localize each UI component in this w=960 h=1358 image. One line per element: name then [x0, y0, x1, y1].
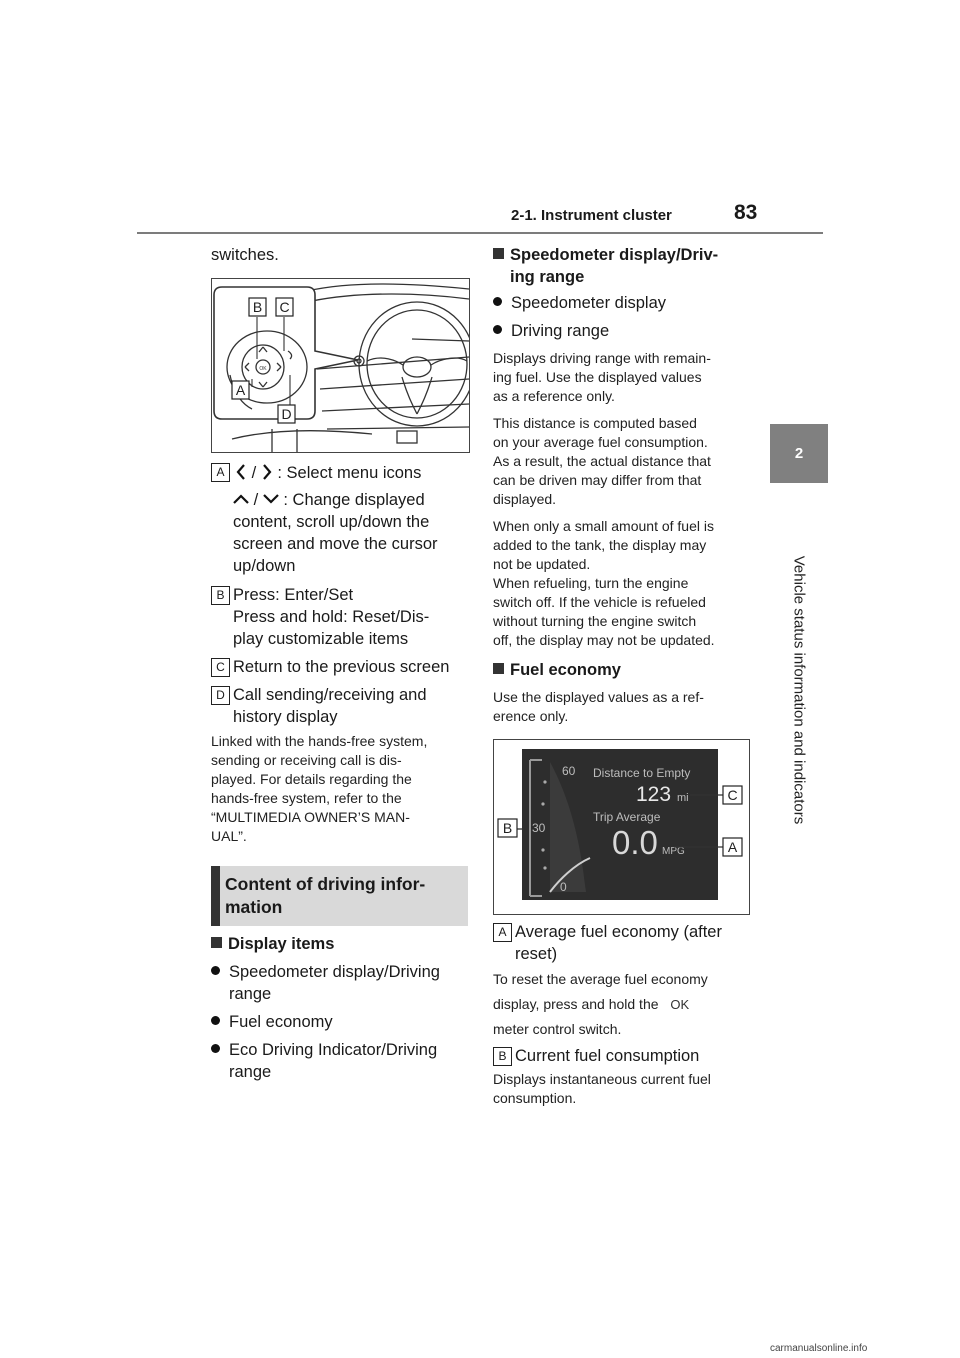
callout-a: A	[235, 382, 246, 398]
chapter-number: 2	[794, 445, 804, 462]
heading-text: Content of driving infor- mation	[225, 874, 426, 917]
chevron-right-icon	[261, 464, 273, 480]
note-line: “MULTIMEDIA OWNER’S MAN-	[211, 809, 410, 825]
note-line: sending or receiving call is dis-	[211, 752, 402, 768]
callout-b: B	[502, 820, 513, 836]
label-box-b: B	[493, 1047, 512, 1066]
label-box-a: A	[493, 923, 512, 942]
page-number: 83	[734, 201, 758, 224]
steering-switch-illustration	[212, 279, 469, 452]
gauge-mid-label: 30	[532, 821, 546, 835]
item-b-line2: Press and hold: Reset/Dis-	[233, 608, 430, 626]
fuel-economy-para: Use the displayed values as a ref- erence only.	[493, 689, 704, 724]
note-line: hands-free system, refer to the	[211, 790, 402, 806]
bullet-item: Fuel economy	[211, 1011, 333, 1033]
driving-range-para2: This distance is computed based on your average fuel consumption. As a result, the actual distance that can be driven may differ from that displayed.	[493, 415, 711, 507]
chapter-tab[interactable]	[770, 424, 828, 483]
item-a-line2-sep: /	[253, 491, 259, 509]
note-line: UAL”.	[211, 828, 247, 844]
item-a-line1: : Select menu icons	[277, 464, 422, 482]
gauge-max-label: 60	[562, 764, 576, 778]
chevron-up-icon	[233, 493, 249, 505]
square-bullet-icon	[493, 663, 504, 674]
chevron-left-icon	[235, 464, 247, 480]
item-b-line1: Press: Enter/Set	[233, 586, 354, 604]
bullet-driving-range: Driving range	[493, 320, 609, 342]
bullet-dot-icon	[211, 966, 220, 975]
ok-switch-label: OK	[670, 997, 690, 1012]
bullet-dot-icon	[493, 325, 502, 334]
distance-value: 123	[636, 783, 672, 806]
item-a-cont1: content, scroll up/down the	[233, 513, 430, 531]
content-heading	[211, 866, 468, 926]
item-a-line1: Average fuel economy (after	[515, 923, 722, 941]
distance-unit: mi	[677, 792, 689, 804]
speedometer-title: Speedometer display/Driv- ing range	[493, 244, 718, 288]
item-b-line1: Current fuel consumption	[515, 1047, 700, 1065]
item-d-line1: Call sending/receiving and	[233, 686, 427, 704]
callout-a: A	[727, 839, 738, 855]
driving-range-para3: When only a small amount of fuel is added to the tank, the display may not be updated. When refueling, turn the engine switch off. If the vehicle is refueled without turning the engine switch off, the display may not be updated.	[493, 518, 715, 648]
square-bullet-icon	[493, 248, 504, 259]
callout-c: C	[279, 299, 290, 315]
driving-range-para1: Displays driving range with remain- ing fuel. Use the displayed values as a reference only.	[493, 350, 711, 404]
gauge-min-label: 0	[560, 880, 567, 894]
item-a-cont2: screen and move the cursor	[233, 535, 438, 553]
section-title: 2-1. Instrument cluster	[511, 207, 672, 224]
item-c-line1: Return to the previous screen	[233, 658, 450, 676]
chevron-down-icon	[263, 493, 279, 505]
callout-d: D	[281, 406, 292, 422]
trip-average-unit: MPG	[662, 846, 685, 857]
fuel-economy-title: Fuel economy	[493, 659, 621, 681]
trip-average-label: Trip Average	[593, 810, 661, 824]
heading-bar	[211, 866, 220, 926]
item-a-line2: reset)	[515, 945, 558, 963]
intro-text: switches.	[211, 246, 279, 264]
item-b-line3: play customizable items	[233, 630, 409, 648]
trip-average-value: 0.0	[612, 824, 658, 861]
hands-free-note	[211, 732, 427, 846]
chapter-label: Vehicle status information and indicators	[790, 555, 808, 825]
bullet-dot-icon	[493, 297, 502, 306]
label-box-c: C	[211, 658, 230, 677]
bullet-speedometer: Speedometer display	[493, 292, 666, 314]
note-line: Linked with the hands-free system,	[211, 733, 428, 749]
display-items-title: Display items	[211, 933, 334, 955]
square-bullet-icon	[211, 937, 222, 948]
label-box-a: A	[211, 463, 230, 482]
fuel-economy-figure	[493, 739, 750, 915]
item-a-sep: /	[251, 464, 257, 482]
callout-c: C	[727, 787, 738, 803]
bullet-dot-icon	[211, 1016, 220, 1025]
bullet-item: Eco Driving Indicator/Driving range	[211, 1039, 437, 1083]
item-d-line2: history display	[233, 708, 338, 726]
bullet-item: Speedometer display/Driving range	[211, 961, 440, 1005]
steering-switch-figure	[211, 278, 470, 453]
current-fuel-para: Displays instantaneous current fuel consumption.	[493, 1071, 711, 1106]
reset-instructions: To reset the average fuel economy display, press and hold the OK meter control switch.	[493, 971, 708, 1037]
ok-button-label: OK	[259, 366, 267, 372]
distance-to-empty-label: Distance to Empty	[593, 766, 691, 780]
label-box-b: B	[211, 586, 230, 605]
item-a-cont3: up/down	[233, 557, 296, 575]
bullet-dot-icon	[211, 1044, 220, 1053]
note-line: played. For details regarding the	[211, 771, 412, 787]
callout-b: B	[252, 299, 263, 315]
label-box-d: D	[211, 686, 230, 705]
header-rule	[137, 232, 823, 234]
fuel-economy-display	[494, 740, 749, 914]
watermark[interactable]: carmanualsonline.info	[770, 1343, 868, 1354]
item-a-line2: : Change displayed	[283, 491, 425, 509]
